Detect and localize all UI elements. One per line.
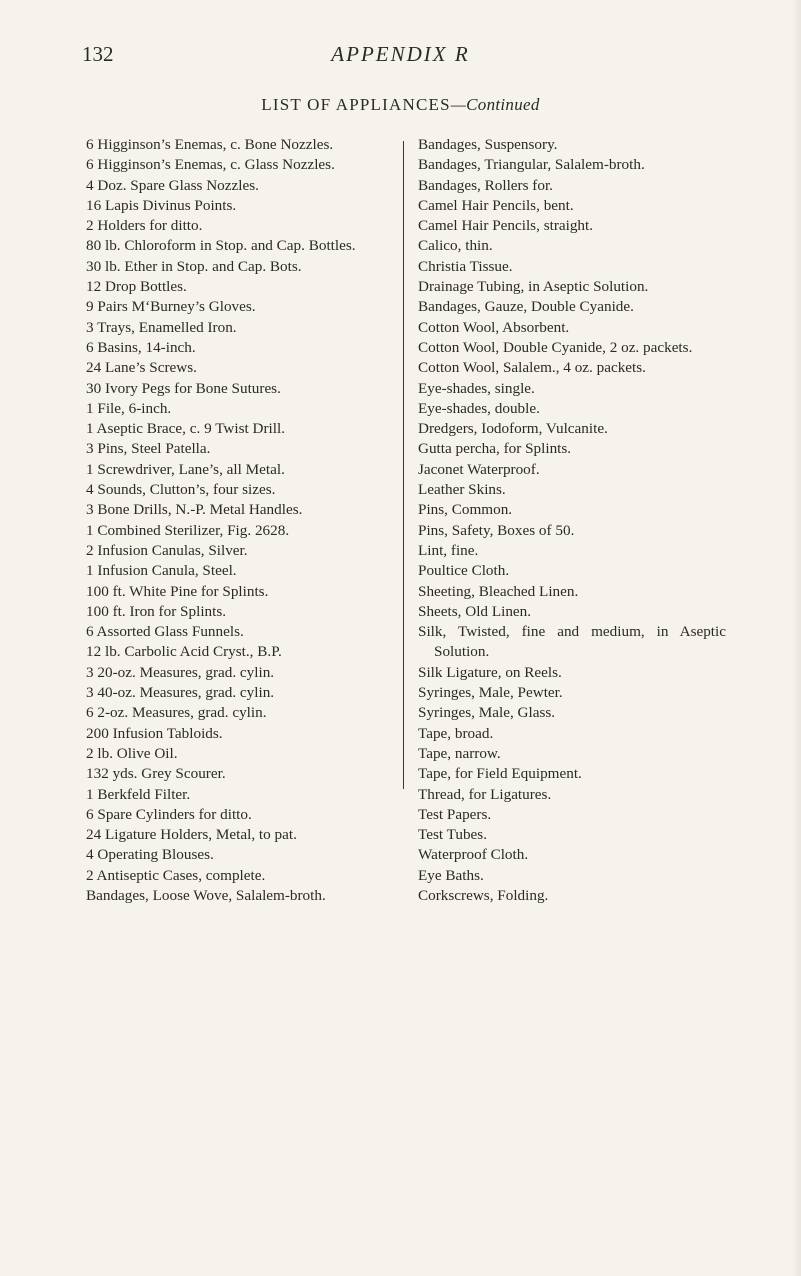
list-item: Pins, Common.	[418, 501, 513, 519]
list-item: 1 Berkfeld Filter.	[86, 785, 191, 803]
list-item: 100 ft. Iron for Splints.	[86, 602, 227, 620]
list-item: 100 ft. White Pine for Splints.	[86, 582, 269, 600]
list-item: Camel Hair Pencils, bent.	[418, 196, 574, 214]
list-item: Poultice Cloth.	[418, 562, 510, 580]
list-item: Syringes, Male, Pewter.	[418, 684, 563, 702]
list-title-main: LIST OF APPLIANCES	[261, 95, 451, 114]
list-item: 80 lb. Chloroform in Stop. and Cap. Bottles.	[86, 237, 356, 255]
list-item: 12 Drop Bottles.	[86, 278, 187, 296]
list-item: 200 Infusion Tabloids.	[86, 724, 223, 742]
list-item: Dredgers, Iodoform, Vulcanite.	[418, 420, 608, 438]
list-item: Sheets, Old Linen.	[418, 602, 532, 620]
list-item: 1 File, 6-inch.	[86, 399, 172, 417]
list-item: Test Papers.	[418, 805, 492, 823]
list-item: Christia Tissue.	[418, 257, 513, 275]
list-item: 16 Lapis Divinus Points.	[86, 196, 237, 214]
page-number: 132	[82, 42, 114, 66]
list-item: Waterproof Cloth.	[418, 846, 529, 864]
left-column	[86, 135, 391, 906]
list-item: Cotton Wool, Absorbent.	[418, 318, 570, 336]
list-item: 9 Pairs M‘Burney’s Gloves.	[86, 298, 256, 316]
page-header	[0, 42, 801, 72]
list-item: Tape, broad.	[418, 724, 494, 742]
list-item: Bandages, Gauze, Double Cyanide.	[418, 298, 634, 316]
list-item: Calico, thin.	[418, 237, 493, 255]
list-item: 6 Spare Cylinders for ditto.	[86, 805, 252, 823]
list-item: 6 Assorted Glass Funnels.	[86, 623, 244, 641]
list-item: 2 Infusion Canulas, Silver.	[86, 541, 248, 559]
list-item: Tape, narrow.	[418, 744, 501, 762]
list-item: Cotton Wool, Salalem., 4 oz. packets.	[418, 359, 646, 377]
list-item: Bandages, Rollers for.	[418, 176, 553, 194]
list-item: Eye-shades, single.	[418, 379, 535, 397]
list-item: 30 lb. Ether in Stop. and Cap. Bots.	[86, 257, 302, 275]
list-item: 6 Higginson’s Enemas, c. Glass Nozzles.	[86, 156, 335, 174]
list-item: Bandages, Suspensory.	[418, 136, 558, 153]
list-item: Drainage Tubing, in Aseptic Solution.	[418, 278, 649, 296]
list-item: 6 Basins, 14-inch.	[86, 338, 196, 356]
list-item: Lint, fine.	[418, 541, 479, 559]
list-title-continued: —Continued	[450, 95, 540, 114]
list-item: Gutta percha, for Splints.	[418, 440, 572, 458]
list-item: Silk, Twisted, fine and medium, in Aseptic Solution.	[418, 623, 726, 661]
list-item: 3 Trays, Enamelled Iron.	[86, 318, 237, 336]
page-edge-shadow	[791, 0, 801, 1276]
list-item: 30 Ivory Pegs for Bone Sutures.	[86, 379, 281, 397]
list-item: Eye-shades, double.	[418, 399, 540, 417]
list-item: 2 Holders for ditto.	[86, 217, 203, 235]
list-item: 24 Lane’s Screws.	[86, 359, 197, 377]
list-item: 1 Combined Sterilizer, Fig. 2628.	[86, 521, 290, 539]
list-item: Camel Hair Pencils, straight.	[418, 217, 594, 235]
list-item: 1 Screwdriver, Lane’s, all Metal.	[86, 460, 285, 478]
list-item: Bandages, Loose Wove, Salalem-broth.	[86, 886, 326, 904]
list-item: 6 Higginson’s Enemas, c. Bone Nozzles.	[86, 136, 334, 153]
list-item: Tape, for Field Equipment.	[418, 765, 582, 783]
list-item: Pins, Safety, Boxes of 50.	[418, 521, 575, 539]
list-item: 12 lb. Carbolic Acid Cryst., B.P.	[86, 643, 282, 661]
list-item: Leather Skins.	[418, 481, 506, 499]
list-item: 24 Ligature Holders, Metal, to pat.	[86, 826, 297, 844]
list-item: 2 Antiseptic Cases, complete.	[86, 866, 266, 884]
list-item: 3 Pins, Steel Patella.	[86, 440, 211, 458]
list-item: 4 Operating Blouses.	[86, 846, 214, 864]
list-item: Thread, for Ligatures.	[418, 785, 552, 803]
list-item: 2 lb. Olive Oil.	[86, 744, 178, 762]
list-item: Bandages, Triangular, Salalem-broth.	[418, 156, 645, 174]
list-item: Jaconet Waterproof.	[418, 460, 540, 478]
list-item: Silk Ligature, on Reels.	[418, 663, 562, 681]
list-item: 4 Sounds, Clutton’s, four sizes.	[86, 481, 276, 499]
list-item: 3 20-oz. Measures, grad. cylin.	[86, 663, 275, 681]
running-head: APPENDIX R	[331, 42, 470, 66]
list-item: Cotton Wool, Double Cyanide, 2 oz. packets.	[418, 338, 693, 356]
list-item: 6 2-oz. Measures, grad. cylin.	[86, 704, 267, 722]
list-item: Test Tubes.	[418, 826, 487, 844]
list-item: 1 Infusion Canula, Steel.	[86, 562, 237, 580]
list-item: 132 yds. Grey Scourer.	[86, 765, 226, 783]
column-divider	[403, 141, 404, 789]
list-item: Sheeting, Bleached Linen.	[418, 582, 579, 600]
list-item: 4 Doz. Spare Glass Nozzles.	[86, 176, 259, 194]
list-item: Corkscrews, Folding.	[418, 886, 549, 904]
list-item: 1 Aseptic Brace, c. 9 Twist Drill.	[86, 420, 286, 438]
list-item: Syringes, Male, Glass.	[418, 704, 556, 722]
list-item: 3 Bone Drills, N.-P. Metal Handles.	[86, 501, 303, 519]
right-column	[418, 135, 726, 906]
list-item: 3 40-oz. Measures, grad. cylin.	[86, 684, 275, 702]
list-item: Eye Baths.	[418, 866, 484, 884]
list-title	[0, 95, 801, 115]
